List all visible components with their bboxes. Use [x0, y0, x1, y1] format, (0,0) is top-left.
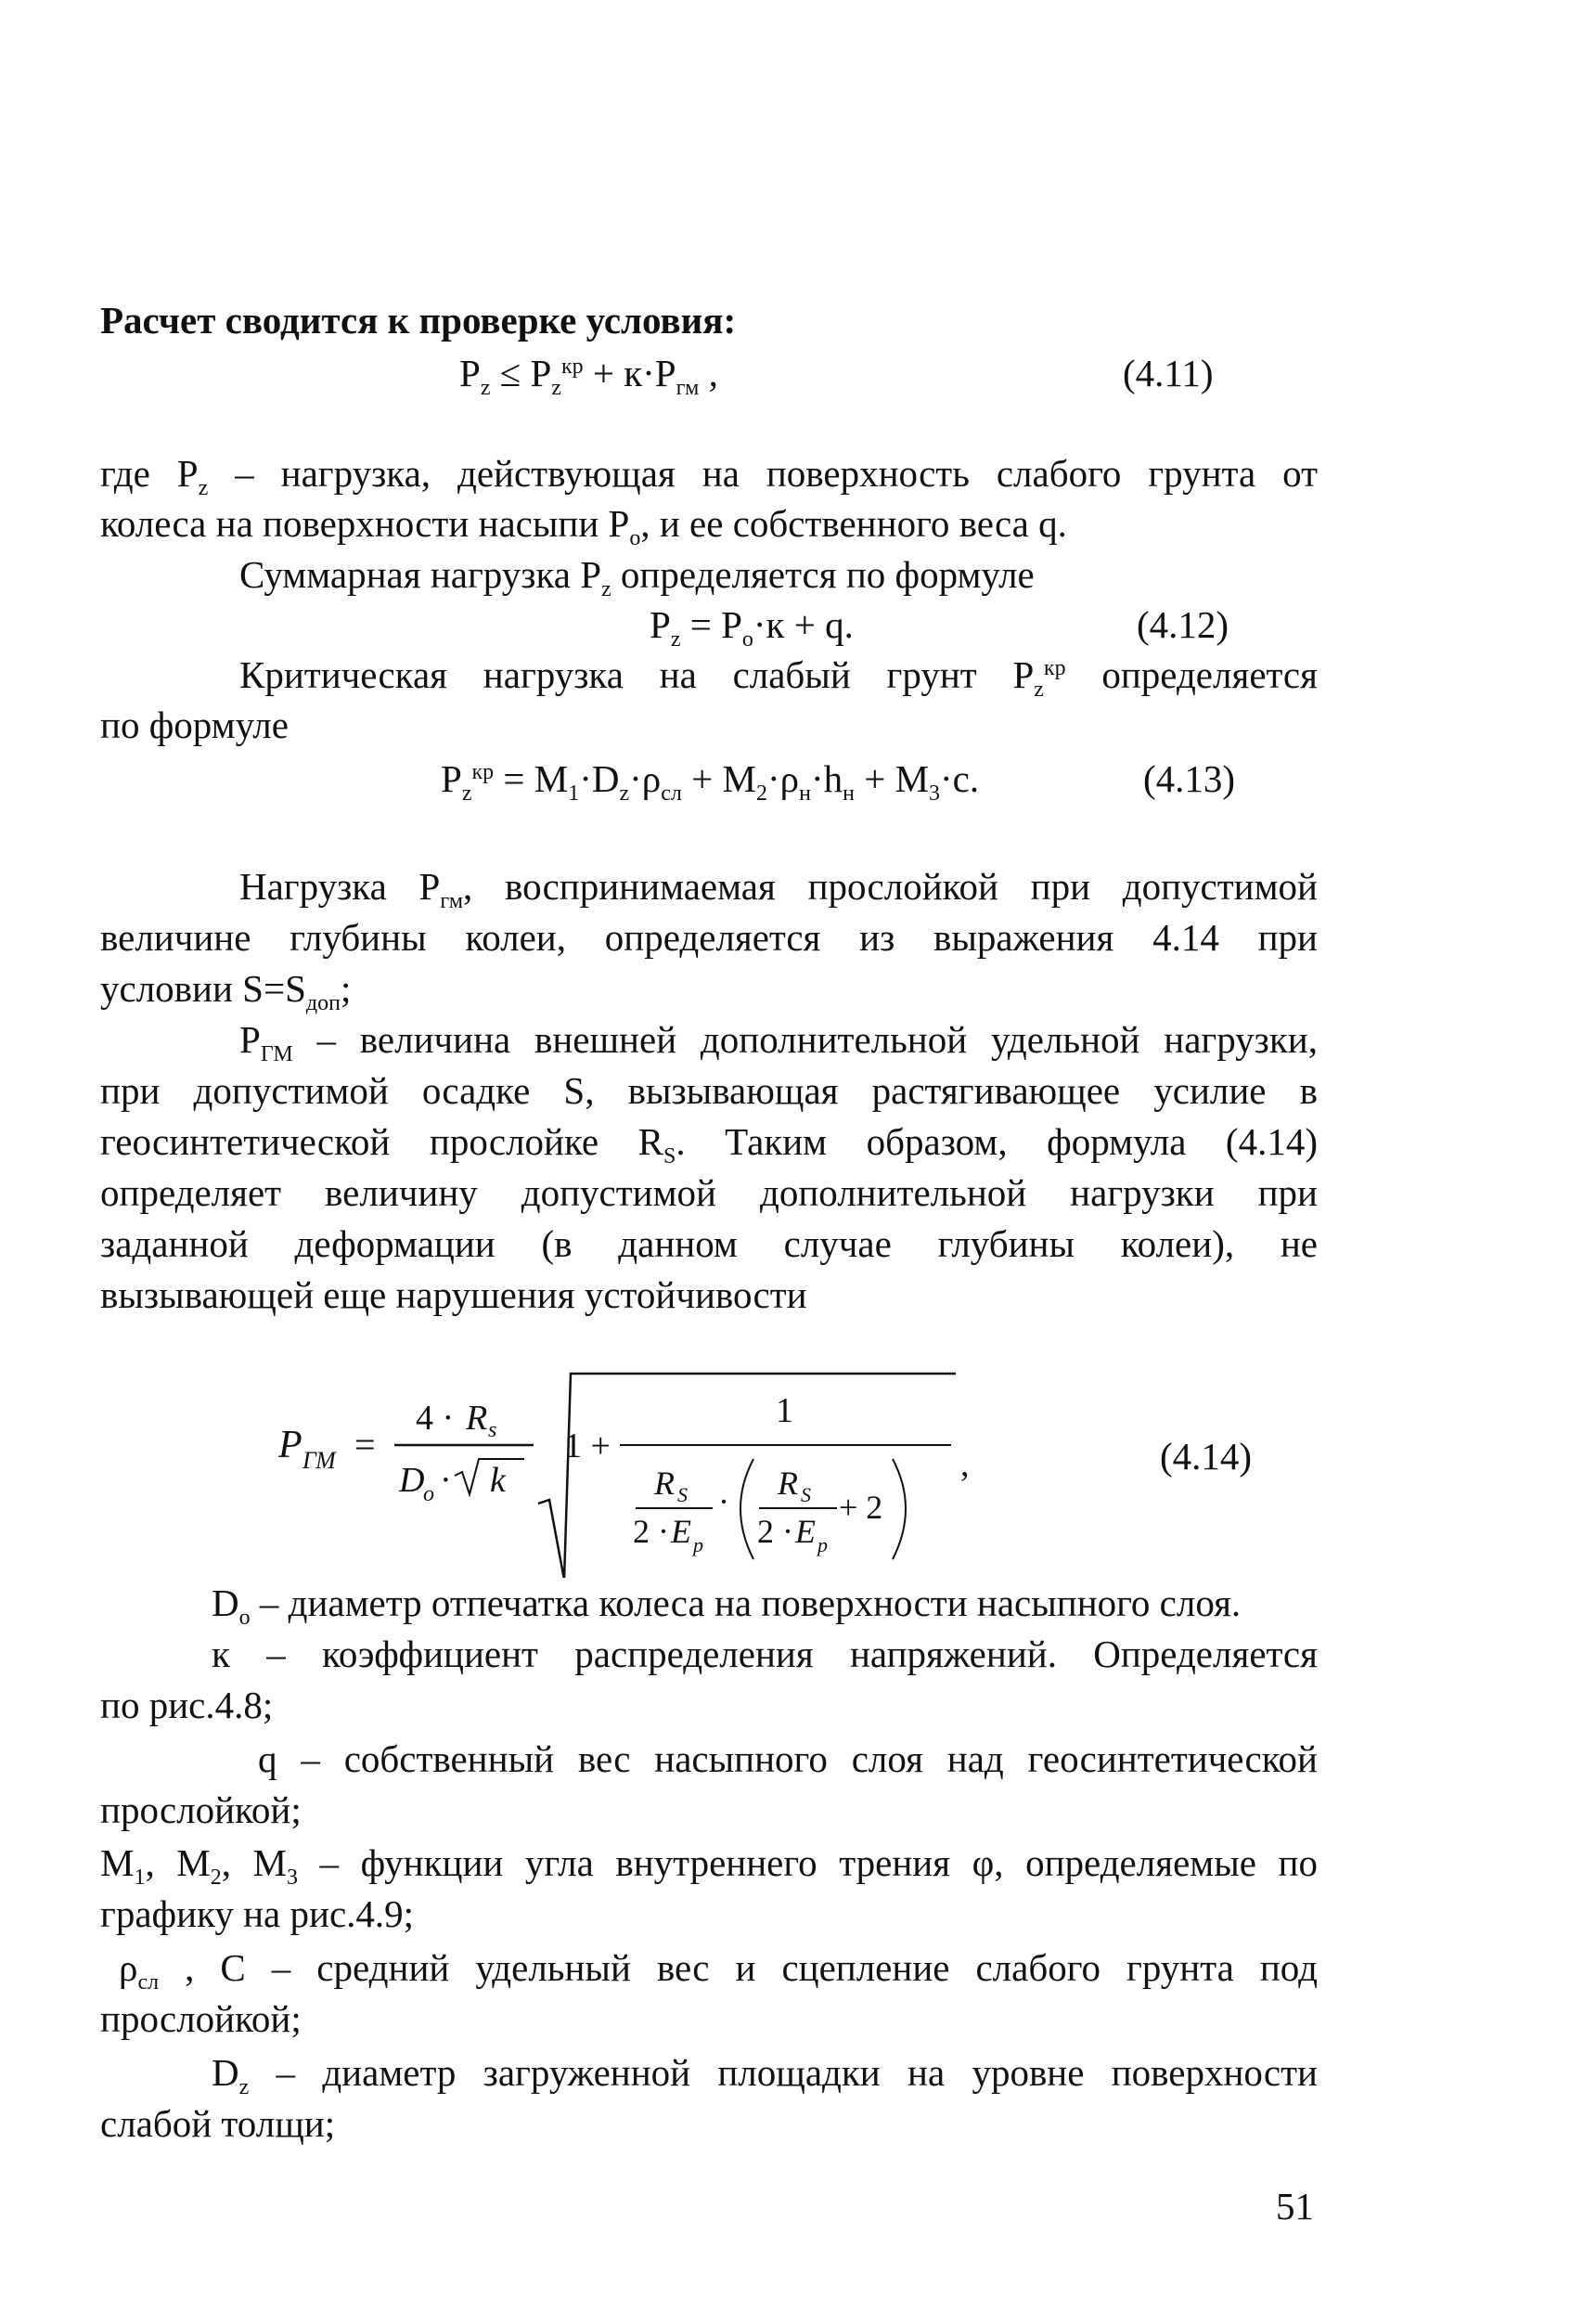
- svg-text:R: R: [654, 1465, 675, 1502]
- svg-text:k: k: [490, 1461, 506, 1500]
- equation-number: (4.11): [1123, 352, 1214, 394]
- subscript: z: [238, 2075, 250, 2099]
- text: Критическая нагрузка на слабый грунт P: [239, 653, 1035, 696]
- definition-line: прослойкой;: [100, 1788, 302, 1831]
- svg-text:ГМ: ГМ: [302, 1447, 336, 1474]
- subscript: гм: [440, 889, 464, 913]
- definition-line: графику на рис.4.9;: [100, 1892, 415, 1935]
- subscript: сл: [137, 1970, 160, 1995]
- svg-text:4 ·: 4 ·: [416, 1399, 455, 1438]
- svg-text:E: E: [671, 1513, 691, 1550]
- definition-line: [212, 1578, 1241, 1628]
- svg-text:2 ·: 2 ·: [757, 1513, 793, 1550]
- equation-4-13: $P_z^{кр} = M_1\cdot D_z\cdot\rho_{сл} + M_2\cdot\rho_н\cdot h_н + M_3\cdot c$.: [441, 757, 980, 806]
- text: – величина внешней дополнительной удельной нагрузки,: [292, 1018, 1318, 1061]
- equation-number: (4.14): [1160, 1435, 1253, 1478]
- text: Суммарная нагрузка P: [239, 553, 602, 596]
- paragraph-line: [100, 1117, 1318, 1167]
- text: геосинтетической прослойке R: [100, 1120, 663, 1163]
- definition-line: [119, 1943, 1318, 1993]
- text: определяется: [1065, 653, 1318, 696]
- text: где P: [100, 452, 199, 495]
- svg-text:R: R: [778, 1465, 798, 1502]
- page-number: 51: [1276, 2185, 1314, 2227]
- superscript: кр: [1043, 656, 1066, 680]
- text: , воспринимаемая прослойкой при допустимой: [463, 865, 1318, 908]
- svg-text:+ 2: + 2: [839, 1489, 883, 1526]
- paragraph-line: [239, 1014, 1318, 1065]
- paragraph-line: вызывающей еще нарушения устойчивости: [100, 1273, 807, 1316]
- subscript: S: [663, 1144, 676, 1168]
- subscript: o: [629, 526, 641, 550]
- svg-text:1 +: 1 +: [564, 1427, 611, 1465]
- text: колеса на поверхности насыпи P: [100, 502, 630, 545]
- text: ;: [340, 967, 352, 1010]
- equation-number: (4.12): [1137, 603, 1229, 646]
- definition-line: по рис.4.8;: [100, 1684, 274, 1726]
- subscript: ГМ: [260, 1042, 293, 1066]
- text: – диаметр загруженной площадки на уровне поверхности: [249, 2051, 1318, 2094]
- subscript: 3: [287, 1866, 298, 1890]
- text: . Таким образом, формула (4.14): [676, 1120, 1318, 1163]
- text: , M: [145, 1841, 211, 1884]
- svg-text:,: ,: [960, 1445, 970, 1484]
- text: , C – средний удельный вес и сцепление слабого грунта под: [159, 1946, 1318, 1989]
- text: – нагрузка, действующая на поверхность слабого грунта от: [208, 452, 1318, 495]
- paragraph-line: [239, 861, 1318, 911]
- svg-text:s: s: [488, 1418, 497, 1442]
- subscript: доп: [305, 991, 341, 1015]
- svg-text:1: 1: [776, 1391, 793, 1430]
- equation-4-14: [269, 1336, 1011, 1578]
- svg-text:S: S: [677, 1483, 688, 1506]
- text: условии S=S: [100, 967, 306, 1010]
- svg-text:R: R: [466, 1399, 488, 1438]
- svg-text:D: D: [399, 1461, 425, 1500]
- paragraph-line: [239, 549, 1035, 600]
- svg-text:E: E: [795, 1513, 816, 1550]
- text: определяется по формуле: [611, 553, 1035, 596]
- paragraph-line: при допустимой осадке S, вызывающая растягивающее усилие в: [100, 1069, 1318, 1112]
- definition-line: [100, 1838, 1318, 1888]
- equation-4-11: $P_z \le P_z^{кр} + к\cdot P_{гм}$ ,: [459, 352, 718, 400]
- svg-text:=: =: [354, 1424, 376, 1465]
- subscript: 1: [134, 1866, 146, 1890]
- text: M: [100, 1841, 135, 1884]
- text: , M: [221, 1841, 287, 1884]
- subscript: 2: [210, 1866, 222, 1890]
- paragraph-line: [100, 498, 1067, 549]
- subscript: z: [198, 476, 209, 500]
- paragraph-line: величине глубины колеи, определяется из выражения 4.14 при: [100, 916, 1318, 959]
- paragraph-line: заданной деформации (в данном случае глубины колеи), не: [100, 1222, 1318, 1265]
- text: D: [212, 2051, 239, 2094]
- svg-text:o: o: [423, 1482, 434, 1506]
- text: – диаметр отпечатка колеса на поверхности насыпного слоя.: [250, 1582, 1242, 1624]
- definition-line: слабой толщи;: [100, 2102, 336, 2145]
- text: ρ: [119, 1946, 138, 1989]
- paragraph-line: [100, 963, 351, 1013]
- svg-text:2 ·: 2 ·: [633, 1513, 669, 1550]
- text: P: [239, 1018, 261, 1061]
- equation-number: (4.13): [1143, 757, 1236, 800]
- formula-graphic: [269, 1336, 1011, 1578]
- paragraph-line: по формуле: [100, 704, 289, 746]
- definition-line: к – коэффициент распределения напряжений. Определяется: [212, 1633, 1318, 1675]
- svg-text:·: ·: [718, 1483, 729, 1520]
- section-heading: Расчет сводится к проверке условия:: [100, 299, 737, 342]
- definition-line: q – собственный вес насыпного слоя над геосинтетической: [258, 1737, 1318, 1780]
- definition-line: [212, 2047, 1318, 2098]
- text: D: [212, 1582, 239, 1624]
- svg-text:p: p: [817, 1533, 828, 1556]
- paragraph-line: определяет величину допустимой дополнительной нагрузки при: [100, 1171, 1318, 1214]
- svg-text:S: S: [801, 1483, 811, 1506]
- paragraph-line: [239, 650, 1318, 700]
- text: Нагрузка P: [239, 865, 441, 908]
- text: , и ее собственного веса q.: [640, 502, 1067, 545]
- text: – функции угла внутреннего трения φ, определяемые по: [298, 1841, 1318, 1884]
- subscript: z: [601, 577, 611, 601]
- svg-text:·: ·: [440, 1461, 452, 1500]
- svg-text:p: p: [693, 1533, 703, 1556]
- subscript: o: [238, 1606, 251, 1630]
- equation-4-12: $P_z = P_o\cdot к + q$.: [650, 603, 854, 652]
- subscript: z: [1034, 678, 1044, 702]
- definition-line: прослойкой;: [100, 1997, 302, 2040]
- paragraph-line: [100, 448, 1318, 498]
- svg-text:P: P: [278, 1424, 302, 1466]
